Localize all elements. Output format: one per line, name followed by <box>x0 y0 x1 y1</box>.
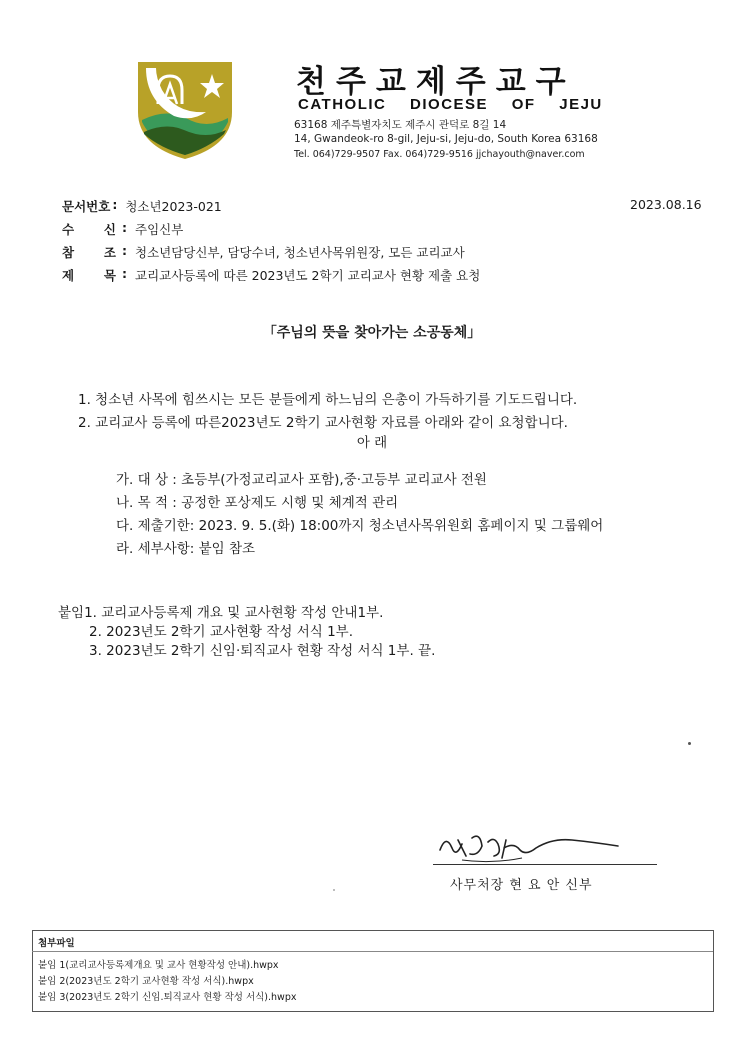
below-heading: 아 래 <box>356 435 388 451</box>
reference-row <box>62 243 465 261</box>
body-paragraph-2: 2. 교리교사 등록에 따른2023년도 2학기 교사현황 자료를 아래와 같이 요청합니다. <box>78 415 568 431</box>
handwritten-signature-icon <box>432 820 622 868</box>
recipient-label: 수 신 <box>62 222 116 237</box>
org-name-korean: 천주교제주교구 <box>296 64 576 100</box>
recipient-value: 주임신부 <box>135 222 184 237</box>
doc-number-label: 문서번호 <box>62 199 111 214</box>
attachment-file-link[interactable]: 붙임 1(교리교사등록제개요 및 교사 현황작성 안내).hwpx <box>38 960 279 971</box>
attachment-box-title: 첨부파일 <box>38 938 75 949</box>
signature-line <box>433 864 657 865</box>
contact-info: Tel. 064)729-9507 Fax. 064)729-9516 jjchayouth@naver.com <box>294 149 585 160</box>
attachment-line-1: 붙임1. 교리교사등록제 개요 및 교사현황 작성 안내1부. <box>58 605 384 621</box>
subject-label: 제 목 <box>62 268 116 283</box>
slogan: 「주님의 뜻을 찾아가는 소공동체」 <box>262 325 482 341</box>
colon: : <box>122 220 127 235</box>
doc-number-row <box>62 197 222 215</box>
list-item: 나. 목 적 : 공정한 포상제도 시행 및 체계적 관리 <box>116 495 399 511</box>
subject-row <box>62 266 480 284</box>
address-korean: 63168 제주특별자치도 제주시 관덕로 8길 14 <box>294 119 507 131</box>
list-item: 라. 세부사항: 붙임 참조 <box>116 541 256 557</box>
colon: : <box>112 197 118 212</box>
speck-mark <box>333 889 335 891</box>
attachment-line-2: 2. 2023년도 2학기 교사현황 작성 서식 1부. <box>89 624 353 640</box>
attachment-file-link[interactable]: 붙임 2(2023년도 2학기 교사현황 작성 서식).hwpx <box>38 976 254 987</box>
reference-label: 참 조 <box>62 245 116 260</box>
org-name-english: CATHOLIC DIOCESE OF JEJU <box>298 96 603 113</box>
attachment-file-link[interactable]: 붙임 3(2023년도 2학기 신임.퇴직교사 현황 작성 서식).hwpx <box>38 992 297 1003</box>
body-paragraph-1: 1. 청소년 사목에 힘쓰시는 모든 분들에게 하느님의 은총이 가득하기를 기도드립니다. <box>78 392 578 408</box>
doc-number-value: 청소년2023-021 <box>125 199 222 214</box>
colon: : <box>122 266 127 281</box>
list-item: 다. 제출기한: 2023. 9. 5.(화) 18:00까지 청소년사목위원회 홈페이지 및 그룹웨어 <box>116 518 604 534</box>
speck-mark <box>688 742 691 745</box>
attachment-line-3: 3. 2023년도 2학기 신임·퇴직교사 현황 작성 서식 1부. 끝. <box>89 643 436 659</box>
reference-value: 청소년담당신부, 담당수녀, 청소년사목위원장, 모든 교리교사 <box>135 245 465 260</box>
signer-name: 사무처장 현 요 안 신부 <box>450 878 593 893</box>
diocese-logo-icon <box>136 60 234 160</box>
list-item: 가. 대 상 : 초등부(가정교리교사 포함),중·고등부 교리교사 전원 <box>116 472 487 488</box>
attachment-box-divider <box>32 951 713 952</box>
address-english: 14, Gwandeok-ro 8-gil, Jeju-si, Jeju-do, South Korea 63168 <box>294 133 598 145</box>
subject-value: 교리교사등록에 따른 2023년도 2학기 교리교사 현황 제출 요청 <box>135 268 481 283</box>
document-date: 2023.08.16 <box>630 197 702 212</box>
colon: : <box>122 243 127 258</box>
recipient-row <box>62 220 183 238</box>
